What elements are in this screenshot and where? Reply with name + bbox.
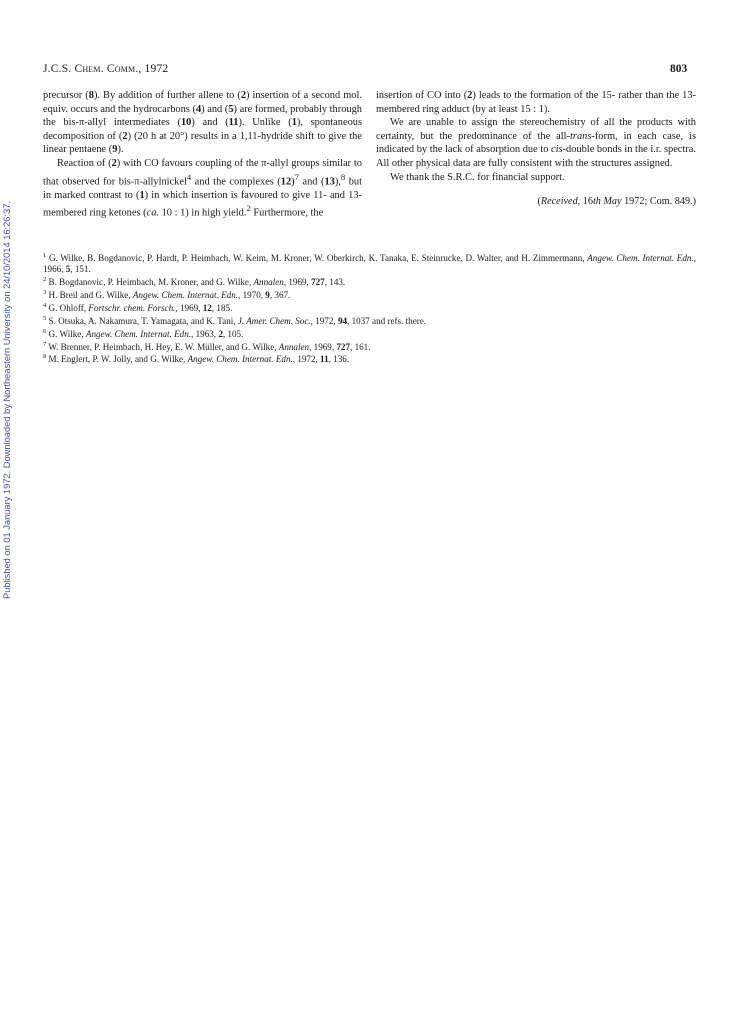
paragraph-stereochemistry: We are unable to assign the stereochemistry of all the products with certainty, but the predominance of the all-trans-form, in each case, is indicated by the lack of absorption due to cis-double bonds in the i.r. spectra. All other physical data are fully consistent with the structures assigned. (376, 117, 696, 169)
paragraph-insertion: insertion of CO into (2) leads to the formation of the 15- rather than the 13-membered ring adduct (by at least 15 : 1). (376, 90, 696, 115)
paragraph-precursor: precursor (8). By addition of further allene to (2) insertion of a second mol. equiv. occurs and the hydrocarbons (4) and (5) are formed, probably through the bis-π-allyl intermediates (10) and (11). Unlike (1), spontaneous decomposition of (2) (20 h at 20°) results in a 1,11-hydride shift to give the linear pentaene (9). (43, 90, 363, 156)
reference-item: $^3$ H. Breil and G. Wilke, Angew. Chem. Internat. Edn., 1970, 9, 367. (43, 288, 291, 300)
journal-header: J.C.S. Chem. Comm., 1972 (43, 63, 169, 75)
reference-list (43, 251, 696, 365)
received-date: (Received, 16th May 1972; Com. 849.) (537, 196, 696, 208)
reference-item: $^1$ G. Wilke, B. Bogdanovic, P. Hardt, P. Heimbach, W. Keim, M. Kroner, W. Oberkirch, K. Tanaka, E. Steinrucke, D. Walter, and H. Zimmermann, Angew. Chem. Internat. Edn., 1966, 5, 151. (43, 252, 696, 274)
reference-item: $^7$ W. Brenner, P. Heimbach, H. Hey, E. W. Müller, and G. Wilke, Annalen, 1969, 727, 161. (43, 340, 371, 352)
paragraph-co-reaction: Reaction of (2) with CO favours coupling of the π-allyl groups similar to that observed for bis-π-allylnickel$^4$ and the complexes $(12)^7$ and (13),$^8$ but in marked contrast to (1) in which insertion is favoured to give 11- and 13-membered ring ketones (ca. 10 : 1) in high yield.$^2$ Furthermore, the (43, 157, 362, 219)
download-watermark: Published on 01 January 1972. Downloaded by Northeastern University on 24/10/2014 16:26:37. (2, 201, 12, 600)
reference-item: $^8$ M. Englert, P. W. Jolly, and G. Wilke, Angew. Chem. Internat. Edn., 1972, 11, 136. (43, 353, 350, 365)
page-number: 803 (670, 63, 688, 75)
reference-item: $^6$ G. Wilke, Angew. Chem. Internat. Edn., 1963, 2, 105. (43, 327, 244, 339)
right-column (376, 89, 696, 209)
reference-item: $^2$ B. Bogdanovic, P. Heimbach, M. Kroner, and G. Wilke, Annalen, 1969, 727, 143. (43, 275, 346, 287)
left-column (43, 89, 362, 220)
acknowledgement: We thank the S.R.C. for financial support. (390, 171, 565, 183)
reference-item: $^5$ S. Otsuka, A. Nakamura, T. Yamagata, and K. Tani, J. Amer. Chem. Soc., 1972, 94, 1037 and refs. there. (43, 314, 427, 326)
reference-item: $^4$ G. Ohloff, Fortschr. chem. Forsch., 1969, 12, 185. (43, 301, 233, 313)
